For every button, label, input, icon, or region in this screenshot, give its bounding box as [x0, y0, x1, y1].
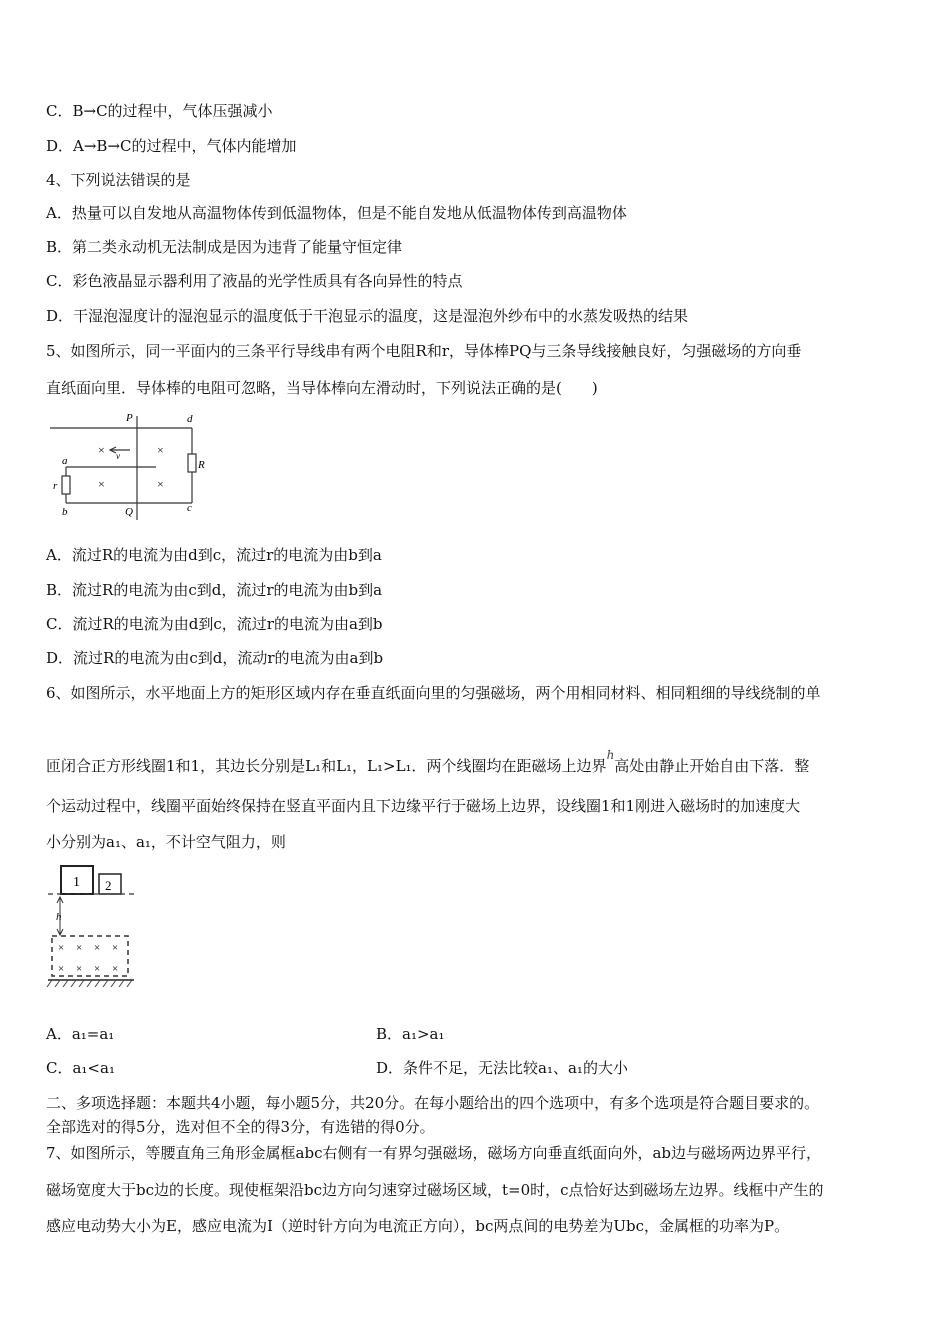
- coil-1-label: 1: [73, 875, 80, 890]
- q6-option-a: A．a₁=a₁: [46, 1025, 115, 1043]
- q4-option-d: D．干湿泡湿度计的湿泡显示的温度低于干泡显示的温度，这是湿泡外纱布中的水蒸发吸热的结果: [46, 307, 689, 325]
- q6-option-b: B．a₁>a₁: [376, 1025, 445, 1043]
- field-mark: ×: [76, 942, 83, 954]
- field-mark: ×: [94, 963, 101, 975]
- line-q3-option-d: D．A→B→C的过程中，气体内能增加: [46, 137, 297, 155]
- q6-option-c: C．a₁<a₁: [46, 1059, 115, 1077]
- q5-circuit-figure: [46, 408, 216, 524]
- q6-option-d: D．条件不足，无法比较a₁、a₁的大小: [376, 1059, 628, 1077]
- question-5-stem-line-2: 直纸面向里．导体棒的电阻可忽略，当导体棒向左滑动时，下列说法正确的是( ): [46, 379, 598, 397]
- h-label: h: [56, 911, 62, 923]
- label-b: b: [62, 506, 68, 518]
- question-6-stem-line-2: [46, 745, 809, 776]
- q6-line2-part-b: 高处由静止开始自由下落．整: [614, 757, 810, 775]
- field-mark: ×: [112, 963, 119, 975]
- question-6-stem-line-4: 小分别为a₁、a₁，不计空气阻力，则: [46, 833, 286, 851]
- line-q3-option-c: C．B→C的过程中，气体压强减小: [46, 102, 273, 120]
- q4-option-c: C．彩色液晶显示器利用了液晶的光学性质具有各向异性的特点: [46, 272, 463, 290]
- q6-line2-part-a: 匝闭合正方形线圈1和1，其边长分别是L₁和L₁，L₁>L₁．两个线圈均在距磁场上边界: [46, 757, 607, 775]
- q6-coils-figure: [46, 862, 146, 990]
- field-mark: ×: [98, 443, 105, 457]
- q5-option-d: D．流过R的电流为由c到d，流动r的电流为由a到b: [46, 649, 384, 667]
- question-4-stem: 4、下列说法错误的是: [46, 171, 191, 189]
- q5-option-a: A．流过R的电流为由d到c，流过r的电流为由b到a: [46, 546, 382, 564]
- label-a: a: [62, 455, 68, 467]
- field-mark: ×: [112, 942, 119, 954]
- field-mark: ×: [58, 963, 65, 975]
- field-mark: ×: [157, 477, 164, 491]
- q5-option-b: B．流过R的电流为由c到d，流过r的电流为由b到a: [46, 581, 383, 599]
- section-2-heading-line-2: 全部选对的得5分，选对但不全的得3分，有选错的得0分。: [46, 1118, 435, 1136]
- label-v: v: [116, 451, 120, 461]
- field-mark: ×: [58, 942, 65, 954]
- question-7-stem-line-2: 磁场宽度大于bc边的长度。现使框架沿bc边方向匀速穿过磁场区域，t=0时，c点恰好达到磁场左边界。线框中产生的: [46, 1181, 824, 1199]
- q5-option-c: C．流过R的电流为由d到c，流过r的电流为由a到b: [46, 615, 383, 633]
- question-7-stem-line-3: 感应电动势大小为E，感应电流为I（逆时针方向为电流正方向），bc两点间的电势差为Ubc，金属框的功率为P。: [46, 1217, 790, 1235]
- question-7-stem-line-1: 7、如图所示，等腰直角三角形金属框abc右侧有一有界匀强磁场，磁场方向垂直纸面向外，ab边与磁场两边界平行，: [46, 1144, 822, 1162]
- q6-h-symbol: h: [606, 748, 615, 762]
- coil-2-label: 2: [105, 878, 112, 893]
- question-6-stem-line-1: 6、如图所示，水平地面上方的矩形区域内存在垂直纸面向里的匀强磁场，两个用相同材料、相同粗细的导线绕制的单: [46, 684, 821, 702]
- field-mark: ×: [157, 443, 164, 457]
- label-R: R: [198, 459, 205, 471]
- label-c: c: [187, 502, 192, 514]
- q4-option-b: B．第二类永动机无法制成是因为违背了能量守恒定律: [46, 238, 403, 256]
- q4-option-a: A．热量可以自发地从高温物体传到低温物体，但是不能自发地从低温物体传到高温物体: [46, 204, 627, 222]
- label-r: r: [53, 480, 58, 492]
- label-Q: Q: [125, 506, 133, 518]
- field-mark: ×: [94, 942, 101, 954]
- section-2-heading-line-1: 二、多项选择题：本题共4小题，每小题5分，共20分。在每小题给出的四个选项中，有多个选项是符合题目要求的。: [46, 1094, 820, 1112]
- field-mark: ×: [98, 477, 105, 491]
- label-P: P: [126, 412, 133, 424]
- question-6-stem-line-3: 个运动过程中，线圈平面始终保持在竖直平面内且下边缘平行于磁场上边界，设线圈1和1刚进入磁场时的加速度大: [46, 797, 801, 815]
- question-5-stem-line-1: 5、如图所示，同一平面内的三条平行导线串有两个电阻R和r，导体棒PQ与三条导线接触良好，匀强磁场的方向垂: [46, 342, 802, 360]
- field-mark: ×: [76, 963, 83, 975]
- label-d: d: [187, 413, 193, 425]
